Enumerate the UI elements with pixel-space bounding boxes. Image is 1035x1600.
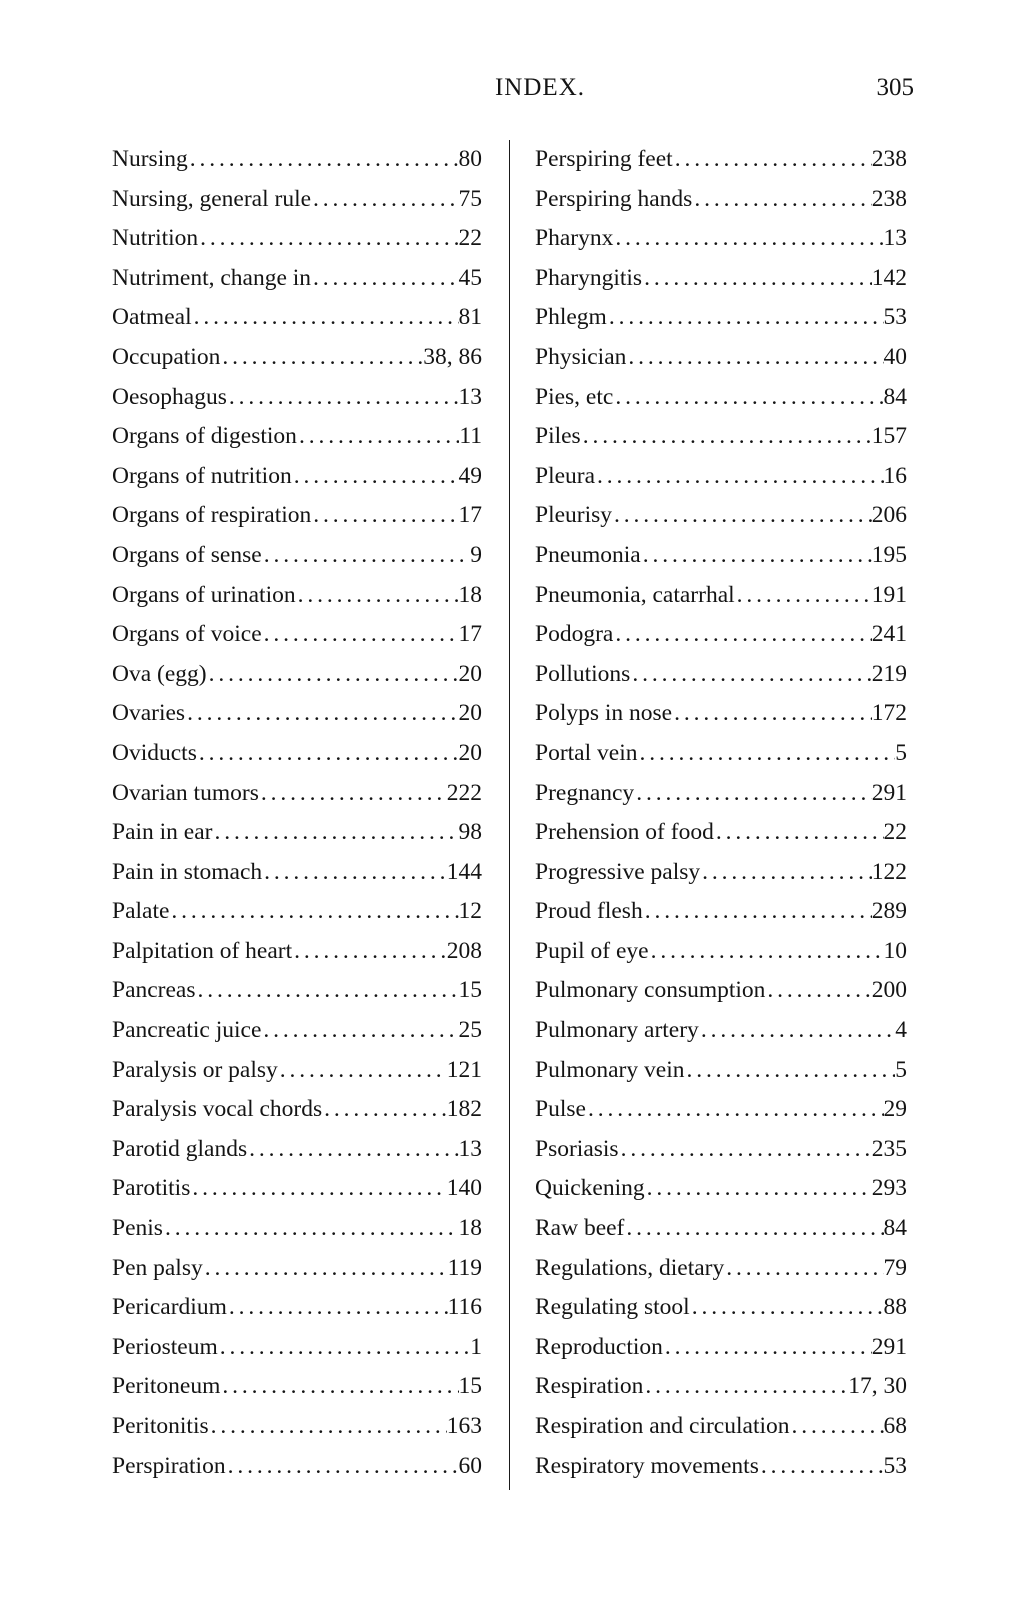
index-entry [112,417,482,457]
entry-term: Oesophagus [112,383,227,410]
entry-term: Pleura [535,462,596,489]
entry-page-reference: 29 [883,1096,907,1123]
entry-term: Raw beef [535,1215,625,1242]
index-entry [112,774,482,814]
dot-leader [672,694,872,734]
entry-term: Peritonitis [112,1413,209,1439]
index-entry [112,457,482,497]
entry-term: Pregnancy [535,779,635,806]
entry-page-reference: 40 [883,343,907,370]
dot-leader [699,1011,895,1051]
entry-page-reference: 142 [871,264,907,291]
entry-term: Nutrition [112,225,199,252]
dot-leader [581,417,872,457]
index-column-right [535,140,907,1486]
index-entry [535,1367,907,1407]
dot-leader [586,1090,884,1130]
index-entry [112,338,482,378]
entry-term: Oviducts [112,739,197,766]
entry-page-reference: 9 [470,541,482,568]
index-entry [535,1328,907,1368]
entry-term: Nursing, general rule [112,185,312,212]
entry-term: Prehension of food [535,819,714,846]
index-entry [535,1288,907,1328]
entry-term: Ova (egg) [112,660,207,687]
index-entry [535,734,907,774]
dot-leader [619,1130,872,1170]
index-entry [112,140,482,180]
entry-page-reference: 222 [446,779,482,806]
entry-term: Pneumonia [535,541,641,568]
index-entry [535,1169,907,1209]
index-entry [535,1090,907,1130]
entry-term: Organs of digestion [112,423,297,450]
index-entry [535,932,907,972]
dot-leader [642,259,872,299]
dot-leader [311,180,458,220]
entry-page-reference: 80 [458,146,482,172]
entry-term: Perspiration [112,1452,226,1479]
entry-page-reference: 60 [458,1452,482,1479]
entry-page-reference: 163 [446,1413,482,1439]
entry-term: Paralysis or palsy [112,1056,278,1083]
dot-leader [765,971,871,1011]
entry-term: Psoriasis [535,1135,619,1162]
entry-page-reference: 18 [458,581,482,608]
entry-page-reference: 88 [883,1294,907,1321]
index-entry [535,1011,907,1051]
index-entry [535,892,907,932]
entry-term: Perspiring feet [535,146,673,172]
entry-page-reference: 45 [458,264,482,291]
entry-term: Ovaries [112,700,186,727]
dot-leader [595,457,883,497]
entry-term: Perspiring hands [535,185,693,212]
dot-leader [311,496,458,536]
index-entry [535,853,907,893]
dot-leader [297,417,459,457]
index-entry [112,1407,482,1447]
entry-term: Phlegm [535,304,607,331]
entry-term: Pulmonary artery [535,1017,699,1044]
dot-leader [247,1130,458,1170]
index-entry [535,140,907,180]
index-entry [112,536,482,576]
entry-term: Physician [535,343,627,370]
entry-page-reference: 116 [447,1294,482,1321]
entry-page-reference: 121 [446,1056,482,1083]
entry-page-reference: 49 [458,462,482,489]
entry-page-reference: 206 [871,502,907,529]
dot-leader [262,536,471,576]
entry-page-reference: 241 [871,621,907,648]
entry-page-reference: 200 [871,977,907,1004]
entry-page-reference: 22 [883,819,907,846]
dot-leader [209,1407,447,1447]
dot-leader [198,219,458,259]
dot-leader [197,734,459,774]
entry-page-reference: 219 [871,660,907,687]
entry-term: Pancreatic juice [112,1017,262,1044]
entry-term: Paralysis vocal chords [112,1096,323,1123]
dot-leader [322,1090,447,1130]
index-entry [112,496,482,536]
entry-page-reference: 81 [458,304,482,331]
index-entry [112,932,482,972]
dot-leader [613,378,883,418]
dot-leader [700,853,872,893]
entry-term: Pen palsy [112,1254,203,1281]
entry-term: Oatmeal [112,304,192,331]
entry-term: Organs of nutrition [112,462,292,489]
entry-page-reference: 17 [458,621,482,648]
entry-page-reference: 191 [871,581,907,608]
index-entry [112,1249,482,1289]
entry-page-reference: 144 [446,858,482,885]
entry-page-reference: 13 [458,1135,482,1162]
entry-page-reference: 4 [895,1017,907,1044]
index-entry [535,417,907,457]
entry-page-reference: 289 [871,898,907,925]
entry-term: Organs of sense [112,541,262,568]
index-entry [535,180,907,220]
index-entry [535,615,907,655]
index-entry [112,1011,482,1051]
index-entry [535,219,907,259]
index-entry [112,219,482,259]
entry-term: Pulmonary vein [535,1056,685,1083]
dot-leader [190,1169,446,1209]
dot-leader [649,932,884,972]
entry-page-reference: 75 [458,185,482,212]
entry-page-reference: 235 [871,1135,907,1162]
index-column-left [112,140,482,1486]
entry-page-reference: 15 [458,977,482,1004]
entry-term: Pollutions [535,660,631,687]
index-entry [535,1249,907,1289]
dot-leader [262,615,459,655]
entry-term: Periosteum [112,1333,218,1360]
dot-leader [192,298,459,338]
entry-page-reference: 79 [883,1254,907,1281]
entry-page-reference: 17 [458,502,482,529]
entry-term: Podogra [535,621,614,648]
dot-leader [292,932,447,972]
entry-page-reference: 10 [883,937,907,964]
entry-page-reference: 98 [458,819,482,846]
index-entry [535,813,907,853]
dot-leader [226,1447,459,1487]
entry-page-reference: 38, 86 [423,343,482,370]
index-entry [535,655,907,695]
entry-page-reference: 5 [895,1056,907,1083]
index-entry [112,853,482,893]
index-entry [112,298,482,338]
dot-leader [643,1367,848,1407]
index-entry [535,259,907,299]
dot-leader [262,853,447,893]
entry-page-reference: 13 [458,383,482,410]
entry-term: Pancreas [112,977,196,1004]
dot-leader [612,496,872,536]
entry-term: Respiratory movements [535,1452,759,1479]
entry-term: Pneumonia, catarrhal [535,581,735,608]
entry-page-reference: 17, 30 [848,1373,907,1400]
dot-leader [637,734,895,774]
entry-page-reference: 238 [871,185,907,212]
dot-leader [607,298,884,338]
entry-term: Nutriment, change in [112,264,312,291]
entry-page-reference: 18 [458,1215,482,1242]
page-number: 305 [876,74,914,101]
entry-term: Pharynx [535,225,614,252]
index-entry [535,694,907,734]
entry-term: Pulmonary consumption [535,977,766,1004]
entry-term: Pleurisy [535,502,613,529]
dot-leader [261,1011,458,1051]
index-entry [535,971,907,1011]
entry-term: Pulse [535,1096,586,1123]
index-entry [112,1130,482,1170]
dot-leader [227,1288,448,1328]
entry-term: Nursing [112,146,188,172]
dot-leader [790,1407,884,1447]
dot-leader [645,1169,872,1209]
index-entry [535,576,907,616]
entry-term: Regulating stool [535,1294,690,1321]
entry-term: Reproduction [535,1333,663,1360]
dot-leader [213,813,459,853]
entry-page-reference: 53 [883,304,907,331]
dot-leader [163,1209,459,1249]
entry-term: Piles [535,423,581,450]
index-entry [535,536,907,576]
dot-leader [220,338,423,378]
dot-leader [311,259,458,299]
dot-leader [292,457,459,497]
entry-page-reference: 1 [470,1333,482,1360]
entry-page-reference: 5 [895,739,907,766]
index-entry [112,1328,482,1368]
dot-leader [724,1249,883,1289]
index-entry [112,971,482,1011]
index-entry [535,378,907,418]
entry-term: Palpitation of heart [112,937,293,964]
entry-term: Respiration and circulation [535,1413,790,1439]
entry-term: Regulations, dietary [535,1254,725,1281]
index-entry [112,1169,482,1209]
entry-page-reference: 53 [883,1452,907,1479]
page-title: INDEX. [494,74,585,101]
dot-leader [663,1328,872,1368]
column-divider [509,140,510,1490]
entry-page-reference: 291 [871,1333,907,1360]
index-entry [112,180,482,220]
dot-leader [735,576,872,616]
entry-page-reference: 238 [871,146,907,172]
entry-page-reference: 119 [447,1254,482,1281]
index-entry [535,298,907,338]
dot-leader [259,774,447,814]
entry-page-reference: 182 [446,1096,482,1123]
entry-page-reference: 22 [458,225,482,252]
entry-page-reference: 84 [883,1215,907,1242]
index-entry [112,694,482,734]
entry-term: Organs of urination [112,581,296,608]
entry-term: Portal vein [535,739,638,766]
dot-leader [296,576,459,616]
dot-leader [624,1209,883,1249]
index-entry [535,338,907,378]
entry-term: Organs of voice [112,621,262,648]
dot-leader [278,1051,447,1091]
dot-leader [220,1367,458,1407]
entry-page-reference: 157 [871,423,907,450]
entry-page-reference: 12 [458,898,482,925]
dot-leader [684,1051,895,1091]
entry-term: Palate [112,898,170,925]
dot-leader [690,1288,884,1328]
index-entry [112,1288,482,1328]
entry-page-reference: 20 [458,739,482,766]
entry-term: Respiration [535,1373,644,1400]
entry-term: Occupation [112,343,221,370]
entry-page-reference: 172 [871,700,907,727]
index-entry [535,457,907,497]
dot-leader [188,140,459,180]
entry-term: Ovarian tumors [112,779,259,806]
entry-term: Progressive palsy [535,858,701,885]
entry-page-reference: 20 [458,700,482,727]
index-entry [535,1407,907,1447]
index-entry [112,655,482,695]
dot-leader [692,180,871,220]
index-entry [112,1051,482,1091]
entry-page-reference: 20 [458,660,482,687]
dot-leader [626,338,883,378]
entry-term: Pies, etc [535,383,614,410]
entry-page-reference: 25 [458,1017,482,1044]
entry-page-reference: 15 [458,1373,482,1400]
entry-term: Pain in stomach [112,858,263,885]
index-entry [112,892,482,932]
index-entry [535,1447,907,1487]
index-entry [535,1130,907,1170]
dot-leader [634,774,872,814]
index-entry [112,259,482,299]
entry-term: Parotid glands [112,1135,248,1162]
entry-term: Penis [112,1215,163,1242]
index-entry [535,774,907,814]
dot-leader [759,1447,884,1487]
dot-leader [714,813,884,853]
index-entry [112,615,482,655]
entry-term: Polyps in nose [535,700,673,727]
entry-term: Quickening [535,1175,645,1202]
index-entry [112,1090,482,1130]
entry-page-reference: 122 [871,858,907,885]
entry-page-reference: 291 [871,779,907,806]
entry-page-reference: 84 [883,383,907,410]
index-entry [112,1367,482,1407]
dot-leader [643,892,872,932]
entry-term: Pharyngitis [535,264,643,291]
dot-leader [673,140,872,180]
dot-leader [613,615,871,655]
entry-term: Peritoneum [112,1373,221,1400]
index-entry [535,496,907,536]
entry-page-reference: 140 [446,1175,482,1202]
dot-leader [641,536,872,576]
entry-term: Organs of respiration [112,502,312,529]
index-entry [112,734,482,774]
entry-page-reference: 208 [446,937,482,964]
entry-term: Parotitis [112,1175,191,1202]
index-entry [535,1209,907,1249]
entry-term: Pupil of eye [535,937,649,964]
dot-leader [218,1328,471,1368]
index-entry [535,1051,907,1091]
index-entry [112,1209,482,1249]
dot-leader [196,971,459,1011]
entry-page-reference: 11 [459,423,482,450]
dot-leader [207,655,459,695]
index-entry [112,378,482,418]
page-header [0,74,1035,110]
index-entry [112,576,482,616]
dot-leader [227,378,459,418]
dot-leader [169,892,458,932]
dot-leader [203,1249,448,1289]
entry-term: Pain in ear [112,819,213,846]
index-entry [112,1447,482,1487]
entry-page-reference: 195 [871,541,907,568]
entry-term: Proud flesh [535,898,643,925]
dot-leader [613,219,883,259]
entry-page-reference: 68 [883,1413,907,1439]
entry-page-reference: 293 [871,1175,907,1202]
entry-page-reference: 13 [883,225,907,252]
index-entry [112,813,482,853]
dot-leader [630,655,871,695]
entry-page-reference: 16 [883,462,907,489]
entry-term: Pericardium [112,1294,227,1321]
dot-leader [185,694,458,734]
